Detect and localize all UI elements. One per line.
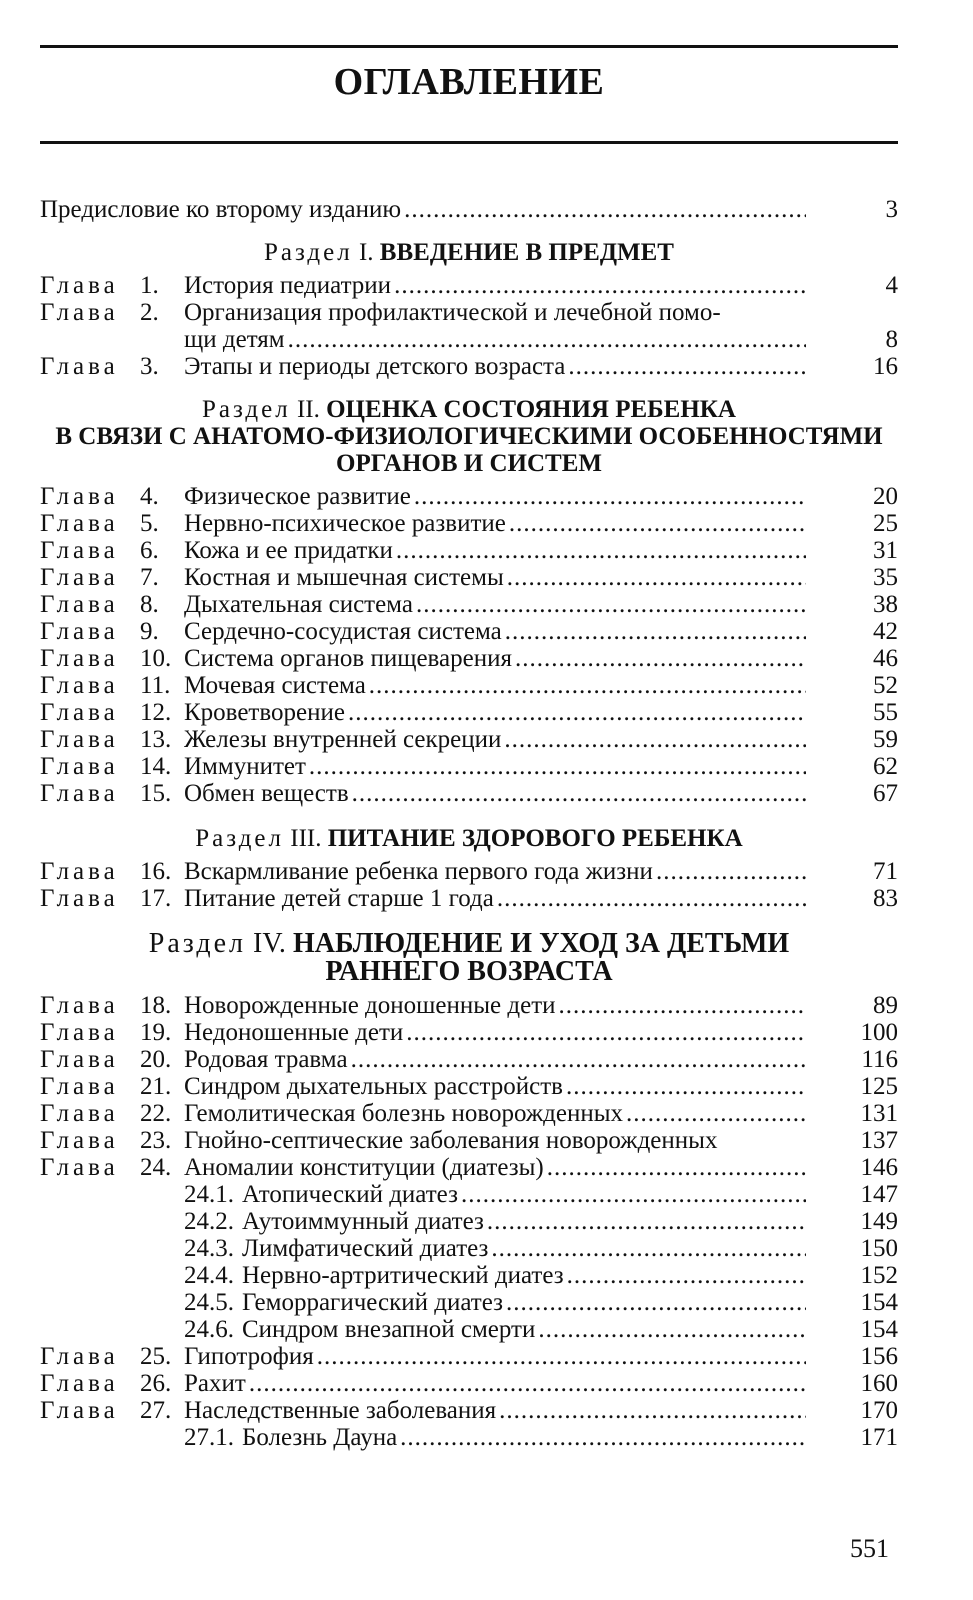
entry-title: Аутоиммунный диатез: [242, 1208, 484, 1235]
toc-entry-chapter: [40, 1127, 898, 1154]
dot-leader: [499, 1397, 806, 1424]
chapter-line: [40, 699, 898, 726]
entry-title: Сердечно-сосудистая система: [184, 618, 502, 645]
toc-entry-subchapter: [40, 1289, 898, 1316]
section-heading: [40, 239, 898, 266]
toc-entry-chapter: [40, 1046, 898, 1073]
chapter-line: [40, 1397, 898, 1424]
chapter-line: [40, 992, 898, 1019]
chapter-label: Глава: [40, 564, 119, 591]
chapter-label: Глава: [40, 1397, 119, 1424]
entry-title: Синдром дыхательных расстройств: [184, 1073, 563, 1100]
chapter-label: Глава: [40, 1073, 119, 1100]
chapter-number: 6.: [140, 537, 159, 564]
chapter-label: Глава: [40, 992, 119, 1019]
toc-entry-chapter: [40, 1343, 898, 1370]
section-heading-line: [40, 450, 898, 477]
chapter-label: Глава: [40, 1370, 119, 1397]
section-roman: II.: [296, 396, 320, 423]
dot-leader: [348, 699, 806, 726]
chapter-line: [40, 299, 898, 326]
entry-title: Гнойно-септические заболевания новорожденных: [184, 1127, 718, 1154]
subchapter-number: 24.1.: [184, 1181, 234, 1208]
chapter-number: 13.: [140, 726, 172, 753]
subchapter-number: 27.1.: [184, 1424, 234, 1451]
dot-leader: [249, 1370, 806, 1397]
toc-entry-chapter: [40, 1019, 898, 1046]
section-heading-line: [40, 825, 898, 852]
chapter-label: Глава: [40, 299, 119, 326]
section-heading-line: [40, 958, 898, 986]
chapter-line: [40, 1154, 898, 1181]
entry-title: Физическое развитие: [184, 483, 411, 510]
entry-title: Гемолитическая болезнь новорожденных: [184, 1100, 624, 1127]
chapter-number: 24.: [140, 1154, 172, 1181]
chapter-number: 14.: [140, 753, 172, 780]
chapter-label: Глава: [40, 885, 119, 912]
section-title: ОРГАНОВ И СИСТЕМ: [336, 450, 602, 477]
chapter-number: 20.: [140, 1046, 172, 1073]
dot-leader: [400, 1424, 806, 1451]
entry-page: 89: [873, 992, 898, 1019]
chapter-number: 26.: [140, 1370, 172, 1397]
entry-page: 4: [885, 272, 898, 299]
entry-title: Организация профилактической и лечебной помо-: [184, 299, 721, 326]
entry-title: Новорожденные доношенные дети: [184, 992, 556, 1019]
dot-leader: [567, 1262, 806, 1289]
chapter-line-continued: [40, 326, 898, 353]
dot-leader: [566, 1073, 806, 1100]
toc-entry-chapter: [40, 618, 898, 645]
section-heading-line: [40, 239, 898, 266]
entry-page: 154: [860, 1316, 898, 1343]
entry-title: Кожа и ее придатки: [184, 537, 393, 564]
toc-entry-chapter: [40, 672, 898, 699]
dot-leader: [406, 1019, 806, 1046]
entry-title: Вскармливание ребенка первого года жизни: [184, 858, 653, 885]
section-heading-line: [40, 930, 898, 958]
entry-title: Нервно-психическое развитие: [184, 510, 506, 537]
chapter-label: Глава: [40, 510, 119, 537]
entry-page: 42: [873, 618, 898, 645]
toc-entry-chapter: [40, 645, 898, 672]
page-number: 551: [850, 1534, 889, 1563]
toc-entry-chapter: [40, 591, 898, 618]
chapter-label: Глава: [40, 618, 119, 645]
dot-leader: [416, 591, 806, 618]
toc-entry-chapter: [40, 353, 898, 380]
entry-page: 146: [860, 1154, 898, 1181]
section-title: ВВЕДЕНИЕ В ПРЕДМЕТ: [379, 239, 674, 266]
section-heading-line: [40, 423, 898, 450]
chapter-line: [40, 1370, 898, 1397]
section-roman: I.: [358, 239, 374, 266]
section-title: ПИТАНИЕ ЗДОРОВОГО РЕБЕНКА: [327, 825, 743, 852]
entry-page: 154: [860, 1289, 898, 1316]
entry-title: Атопический диатез: [242, 1181, 458, 1208]
dot-leader: [351, 1046, 806, 1073]
toc-entry-chapter: [40, 992, 898, 1019]
chapter-number: 4.: [140, 483, 159, 510]
entry-page: 25: [873, 510, 898, 537]
toc-entry-chapter: [40, 564, 898, 591]
entry-page: 116: [861, 1046, 898, 1073]
toc-entry-chapter: [40, 780, 898, 807]
entry-page: 125: [860, 1073, 898, 1100]
toc-entry-chapter: [40, 272, 898, 299]
entry-title: Недоношенные дети: [184, 1019, 404, 1046]
subchapter-number: 24.4.: [184, 1262, 234, 1289]
chapter-line: [40, 353, 898, 380]
chapter-number: 16.: [140, 858, 172, 885]
dot-leader: [547, 1154, 806, 1181]
toc-entry-chapter: [40, 858, 898, 885]
chapter-line: [40, 272, 898, 299]
dot-leader: [396, 537, 806, 564]
dot-leader: [288, 326, 806, 353]
entry-title: Гипотрофия: [184, 1343, 314, 1370]
toc-entry-chapter: [40, 699, 898, 726]
chapter-line: [40, 672, 898, 699]
chapter-label: Глава: [40, 483, 119, 510]
chapter-number: 5.: [140, 510, 159, 537]
toc-entry-chapter: [40, 483, 898, 510]
chapter-line: [40, 591, 898, 618]
chapter-label: Глава: [40, 645, 119, 672]
section-title: ОЦЕНКА СОСТОЯНИЯ РЕБЕНКА: [326, 396, 736, 423]
section-heading: [40, 930, 898, 986]
entry-page: 156: [860, 1343, 898, 1370]
dot-leader: [497, 885, 806, 912]
dot-leader: [487, 1208, 806, 1235]
section-roman: III.: [290, 825, 322, 852]
chapter-number: 27.: [140, 1397, 172, 1424]
chapter-number: 23.: [140, 1127, 172, 1154]
chapter-number: 18.: [140, 992, 172, 1019]
toc-entry-chapter: [40, 1397, 898, 1424]
chapter-number: 19.: [140, 1019, 172, 1046]
entry-page: 16: [873, 353, 898, 380]
toc-entry-chapter: [40, 753, 898, 780]
chapter-line: [40, 564, 898, 591]
dot-leader: [504, 726, 806, 753]
chapter-number: 17.: [140, 885, 172, 912]
dot-leader: [309, 753, 806, 780]
dot-leader: [515, 645, 806, 672]
subchapter-number: 24.2.: [184, 1208, 234, 1235]
chapter-label: Глава: [40, 1154, 119, 1181]
entry-page: 59: [873, 726, 898, 753]
chapter-line: [40, 753, 898, 780]
entry-page: 171: [860, 1424, 898, 1451]
entry-page: 147: [860, 1181, 898, 1208]
chapter-number: 7.: [140, 564, 159, 591]
entry-title: Кроветворение: [184, 699, 345, 726]
entry-page: 150: [860, 1235, 898, 1262]
chapter-line: [40, 858, 898, 885]
toc-entry-chapter: [40, 510, 898, 537]
section-heading: [40, 396, 898, 477]
chapter-number: 11.: [140, 672, 171, 699]
dot-leader: [538, 1316, 806, 1343]
toc-entry-preface: [40, 196, 898, 223]
dot-leader: [656, 858, 806, 885]
chapter-number: 10.: [140, 645, 172, 672]
chapter-label: Глава: [40, 591, 119, 618]
entry-title: Нервно-артритический диатез: [242, 1262, 564, 1289]
chapter-line: [40, 483, 898, 510]
section-title: В СВЯЗИ С АНАТОМО-ФИЗИОЛОГИЧЕСКИМИ ОСОБЕННОСТЯМИ: [55, 423, 883, 450]
dot-leader: [626, 1100, 806, 1127]
section-prefix: Раздел: [201, 396, 291, 423]
chapter-label: Глава: [40, 1127, 119, 1154]
entry-title: Дыхательная система: [184, 591, 413, 618]
section-title: РАННЕГО ВОЗРАСТА: [325, 956, 613, 987]
entry-title: Рахит: [184, 1370, 246, 1397]
section-heading: [40, 825, 898, 852]
entry-page: 170: [860, 1397, 898, 1424]
dot-leader: [505, 618, 806, 645]
entry-page: 46: [873, 645, 898, 672]
entry-title: Синдром внезапной смерти: [242, 1316, 536, 1343]
entry-title: История педиатрии: [184, 272, 392, 299]
chapter-line: [40, 885, 898, 912]
chapter-line: [40, 726, 898, 753]
chapter-number: 3.: [140, 353, 159, 380]
toc-entry-subchapter: [40, 1262, 898, 1289]
dot-leader: [568, 353, 806, 380]
entry-title: Болезнь Дауна: [242, 1424, 398, 1451]
entry-title: Обмен веществ: [184, 780, 349, 807]
toc-entry-chapter: [40, 885, 898, 912]
chapter-number: 25.: [140, 1343, 172, 1370]
entry-page: 71: [873, 858, 898, 885]
entry-page: 100: [860, 1019, 898, 1046]
dot-leader: [491, 1235, 806, 1262]
entry-page: 55: [873, 699, 898, 726]
toc-entry-chapter: [40, 1154, 898, 1181]
page-title: ОГЛАВЛЕНИЕ: [333, 61, 605, 103]
subchapter-number: 24.5.: [184, 1289, 234, 1316]
dot-leader: [507, 564, 806, 591]
chapter-number: 2.: [140, 299, 159, 326]
entry-title-continued: щи детям: [184, 326, 285, 353]
chapter-label: Глава: [40, 753, 119, 780]
table-of-contents: [40, 196, 898, 1451]
entry-page: 38: [873, 591, 898, 618]
chapter-line: [40, 1019, 898, 1046]
chapter-label: Глава: [40, 1343, 119, 1370]
entry-page: 8: [885, 326, 898, 353]
entry-title: Железы внутренней секреции: [184, 726, 502, 753]
toc-entry-chapter: [40, 1370, 898, 1397]
chapter-line: [40, 1046, 898, 1073]
chapter-number: 9.: [140, 618, 159, 645]
chapter-line: [40, 1127, 898, 1154]
chapter-label: Глава: [40, 780, 119, 807]
chapter-label: Глава: [40, 1046, 119, 1073]
entry-title: Этапы и периоды детского возраста: [184, 353, 566, 380]
toc-entry-subchapter: [40, 1235, 898, 1262]
chapter-label: Глава: [40, 1019, 119, 1046]
dot-leader: [369, 672, 806, 699]
chapter-line: [40, 1073, 898, 1100]
toc-entry-subchapter: [40, 1208, 898, 1235]
chapter-line: [40, 1100, 898, 1127]
title-rule: [40, 141, 898, 144]
dot-leader: [506, 1289, 806, 1316]
chapter-number: 1.: [140, 272, 159, 299]
chapter-line: [40, 645, 898, 672]
chapter-line: [40, 1343, 898, 1370]
dot-leader: [461, 1181, 806, 1208]
toc-entry-subchapter: [40, 1424, 898, 1451]
dot-leader: [414, 483, 806, 510]
entry-title: Мочевая система: [184, 672, 366, 699]
chapter-label: Глава: [40, 353, 119, 380]
entry-page: 152: [860, 1262, 898, 1289]
section-title: НАБЛЮДЕНИЕ И УХОД ЗА ДЕТЬМИ: [292, 928, 790, 959]
chapter-label: Глава: [40, 858, 119, 885]
entry-page: 67: [873, 780, 898, 807]
chapter-number: 22.: [140, 1100, 172, 1127]
subchapter-number: 24.3.: [184, 1235, 234, 1262]
chapter-number: 8.: [140, 591, 159, 618]
dot-leader: [404, 196, 806, 223]
dot-leader: [509, 510, 806, 537]
chapter-label: Глава: [40, 699, 119, 726]
entry-page: 31: [873, 537, 898, 564]
entry-page: 131: [860, 1100, 898, 1127]
dot-leader: [352, 780, 806, 807]
chapter-label: Глава: [40, 672, 119, 699]
entry-title: Предисловие ко второму изданию: [40, 196, 402, 223]
entry-title: Костная и мышечная системы: [184, 564, 504, 591]
subchapter-number: 24.6.: [184, 1316, 234, 1343]
entry-page: 20: [873, 483, 898, 510]
chapter-label: Глава: [40, 726, 119, 753]
section-prefix: Раздел: [264, 239, 353, 266]
entry-title: Геморрагический диатез: [242, 1289, 503, 1316]
entry-page: 160: [860, 1370, 898, 1397]
entry-page: 149: [860, 1208, 898, 1235]
dot-leader: [317, 1343, 806, 1370]
chapter-label: Глава: [40, 537, 119, 564]
dot-leader: [394, 272, 806, 299]
top-rule: [40, 45, 898, 48]
chapter-line: [40, 618, 898, 645]
entry-title: Наследственные заболевания: [184, 1397, 497, 1424]
chapter-number: 15.: [140, 780, 172, 807]
entry-page: 35: [873, 564, 898, 591]
toc-entry-chapter: [40, 726, 898, 753]
entry-page: 3: [885, 196, 898, 223]
toc-entry-chapter: [40, 1073, 898, 1100]
dot-leader: [559, 992, 806, 1019]
section-prefix: Раздел: [195, 825, 284, 852]
toc-entry-chapter: [40, 1100, 898, 1127]
entry-title: Аномалии конституции (диатезы): [184, 1154, 544, 1181]
chapter-line: [40, 537, 898, 564]
entry-title: Иммунитет: [184, 753, 306, 780]
entry-title: Лимфатический диатез: [242, 1235, 489, 1262]
entry-page: 83: [873, 885, 898, 912]
toc-entry-chapter: [40, 299, 898, 353]
toc-entry-chapter: [40, 537, 898, 564]
entry-page: 62: [873, 753, 898, 780]
chapter-number: 21.: [140, 1073, 172, 1100]
entry-page: 52: [873, 672, 898, 699]
toc-entry-subchapter: [40, 1316, 898, 1343]
section-heading-line: [40, 396, 898, 423]
chapter-label: Глава: [40, 1100, 119, 1127]
chapter-number: 12.: [140, 699, 172, 726]
entry-title: Родовая травма: [184, 1046, 348, 1073]
chapter-line: [40, 510, 898, 537]
entry-title: Питание детей старше 1 года: [184, 885, 494, 912]
entry-title: Система органов пищеварения: [184, 645, 512, 672]
section-roman: IV.: [253, 928, 286, 959]
toc-entry-subchapter: [40, 1181, 898, 1208]
chapter-label: Глава: [40, 272, 119, 299]
section-prefix: Раздел: [148, 928, 246, 959]
entry-page: 137: [860, 1127, 898, 1154]
chapter-line: [40, 780, 898, 807]
